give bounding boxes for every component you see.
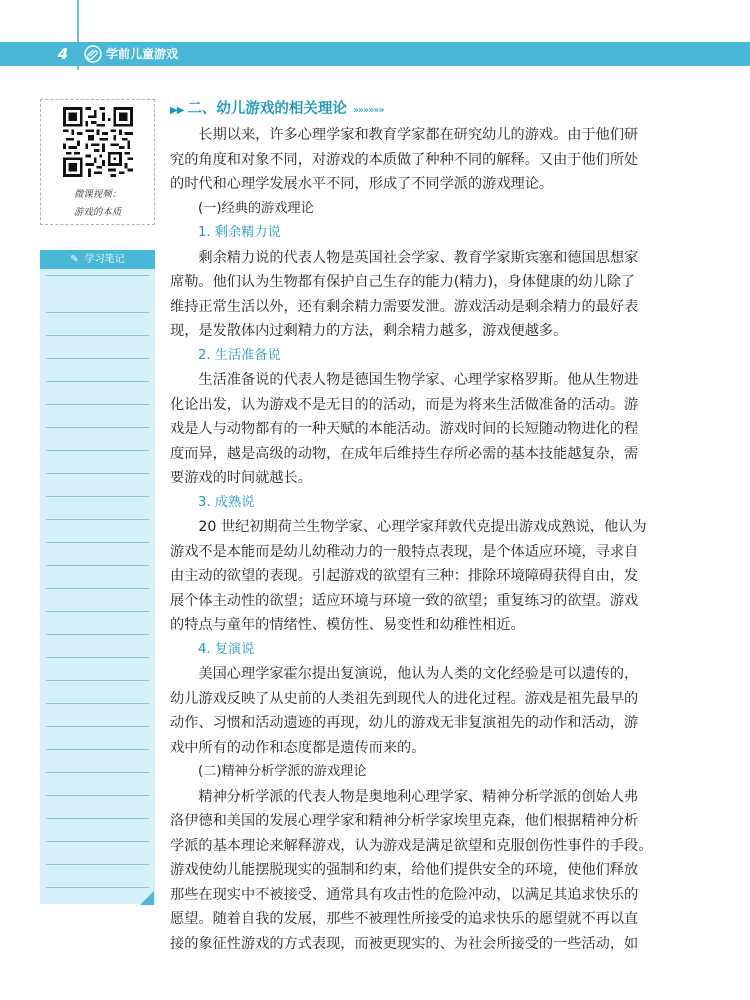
paragraph-line: 游戏使幼儿能摆脱现实的强制和约束，给他们提供安全的环境，使他们释放	[170, 862, 639, 878]
paragraph-line: 动作、习惯和活动遗迹的再现，幼儿的游戏无非复演祖先的动作和活动，游	[170, 715, 639, 731]
paragraph-line: 要游戏的时间就越长。	[170, 470, 312, 486]
study-notes-header	[40, 250, 155, 269]
qr-caption-line2: 游戏的本质	[73, 207, 122, 218]
paragraph-line: 现，是发散体内过剩精力的方法，剩余精力越多，游戏便越多。	[170, 323, 568, 339]
study-notes-lines[interactable]	[46, 269, 149, 904]
paragraph-line: 由主动的欲望的表现。引起游戏的欲望有三种：排除环境障碍获得自由，发	[170, 568, 639, 584]
paragraph-line: 剩余精力说的代表人物是英国社会学家、教育学家斯宾塞和德国思想家	[170, 249, 639, 266]
paragraph-line: 洛伊德和美国的发展心理学家和精神分析学家埃里克森，他们根据精神分析	[170, 813, 639, 829]
theory-title-maturation: 3. 成熟说	[198, 494, 255, 510]
corner-triangle	[140, 891, 154, 905]
intro-line: 的时代和心理学发展水平不同，形成了不同学派的游戏理论。	[170, 176, 554, 192]
paragraph-line: 展个体主动性的欲望；适应环境与环境一致的欲望；重复练习的欲望。游戏	[170, 592, 639, 609]
pen-icon: ✎	[70, 254, 79, 265]
subsection-title-psychoanalytic: (二)精神分析学派的游戏理论	[198, 764, 367, 779]
paragraph-line: 戏中所有的动作和态度都是遗传而来的。	[170, 739, 426, 756]
paperclip-icon	[84, 45, 102, 63]
paragraph-line: 愿望。随着自我的发展，那些不被理性所接受的追求快乐的愿望就不再以直	[170, 911, 639, 927]
paragraph-line: 20 世纪初期荷兰生物学家、心理学家拜敦代克提出游戏成熟说，他认为	[170, 519, 647, 535]
paragraph-line: 精神分析学派的代表人物是奥地利心理学家、精神分析学派的创始人弗	[170, 788, 639, 805]
paragraph-line: 维持正常生活以外，还有剩余精力需要发泄。游戏活动是剩余精力的最好表	[170, 298, 639, 315]
paragraph-line: 化论出发，认为游戏不是无目的的活动，而是为将来生活做准备的活动。游	[170, 396, 639, 413]
paragraph-line: 的特点与童年的情绪性、模仿性、易变性和幼稚性相近。	[170, 617, 525, 633]
qr-panel	[40, 99, 155, 225]
paragraph-line: 学派的基本理论来解释游戏，认为游戏是满足欲望和克服创伤性事件的手段。	[170, 837, 653, 854]
qr-code-icon[interactable]	[63, 107, 133, 177]
double-arrow-icon: ▶▶	[170, 105, 184, 116]
study-notes-panel[interactable]	[40, 250, 155, 904]
main-text	[170, 95, 664, 956]
paragraph-line: 度而异，越是高级的动物，在成年后维持生存所必需的基本技能越复杂，需	[170, 445, 639, 462]
section-heading	[170, 95, 664, 123]
study-notes-title: 学习笔记	[84, 254, 125, 265]
intro-line: 长期以来，许多心理学家和教育学家都在研究幼儿的游戏。由于他们研	[170, 127, 639, 143]
paragraph-line: 戏是人与动物都有的一种天赋的本能活动。游戏时间的长短随动物进化的程	[170, 421, 639, 437]
theory-title-surplus-energy: 1. 剩余精力说	[198, 225, 281, 240]
paragraph-line: 接的象征性游戏的方式表现，而被更现实的、为社会所接受的一些活动，如	[170, 935, 639, 952]
page-number: 4	[57, 45, 69, 63]
subsection-title-classical: (一)经典的游戏理论	[198, 200, 314, 216]
paragraph-line: 那些在现实中不被接受、通常具有攻击性的危险冲动，以满足其追求快乐的	[170, 886, 639, 903]
intro-line: 究的角度和对象不同，对游戏的本质做了种种不同的解释。又由于他们所处	[170, 151, 639, 168]
section-title-tail: »»»»»»	[352, 105, 384, 116]
paragraph-line: 生活准备说的代表人物是德国生物学家、心理学家格罗斯。他从生物进	[170, 372, 639, 388]
paragraph-line: 美国心理学家霍尔提出复演说，他认为人类的文化经验是可以遗传的，	[170, 666, 639, 682]
theory-title-recapitulation: 4. 复演说	[198, 641, 255, 657]
book-title: 学前儿童游戏	[106, 47, 179, 61]
theory-title-life-preparation: 2. 生活准备说	[198, 347, 281, 363]
qr-caption-line1: 微课视频：	[73, 189, 122, 200]
paragraph-line: 幼儿游戏反映了从史前的人类祖先到现代人的进化过程。游戏是祖先最早的	[170, 690, 639, 707]
paragraph-line: 席勒。他们认为生物都有保护自己生存的能力(精力)，身体健康的幼儿除了	[170, 274, 636, 290]
paragraph-line: 游戏不是本能而是幼儿幼稚动力的一般特点表现，是个体适应环境，寻求自	[170, 543, 639, 560]
section-title: 二、幼儿游戏的相关理论	[187, 101, 347, 117]
